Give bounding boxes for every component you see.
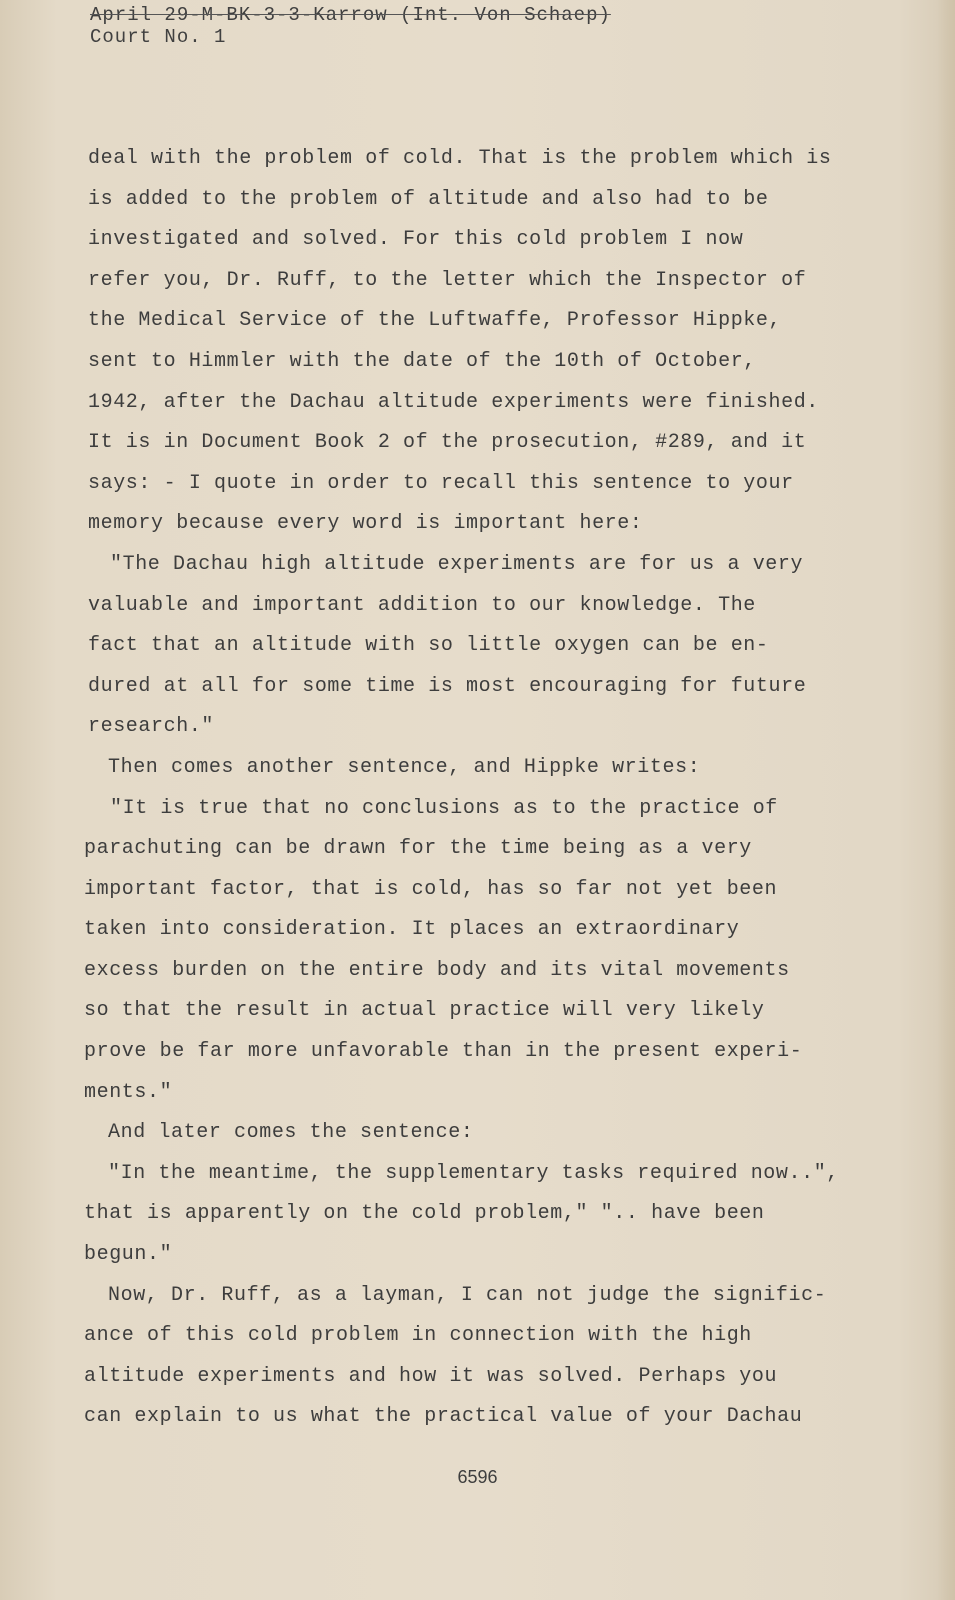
text-line: refer you, Dr. Ruff, to the letter which the Inspector of [88, 268, 807, 292]
quote-line: valuable and important addition to our knowledge. The [88, 593, 756, 617]
text-line: can explain to us what the practical value of your Dachau [84, 1405, 803, 1429]
quote-line: research." [88, 715, 215, 739]
text-line: It is in Document Book 2 of the prosecution, #289, and it [88, 431, 807, 455]
text-line: deal with the problem of cold. That is the problem which is [88, 147, 832, 170]
page-edge-shadow [937, 0, 955, 1600]
text-line: that is apparently on the cold problem," ".. have been [84, 1202, 765, 1226]
text-line: says: - I quote in order to recall this sentence to your [88, 471, 794, 495]
text-line: ance of this cold problem in connection with the high [84, 1324, 752, 1348]
quote-line: "It is true that no conclusions as to the practice of [110, 796, 778, 820]
quote-line: "In the meantime, the supplementary tasks required now..", [108, 1161, 839, 1185]
text-line: is added to the problem of altitude and also had to be [88, 187, 769, 211]
header-court-line: Court No. 1 [90, 26, 227, 48]
text-line: begun." [84, 1243, 173, 1267]
quote-line: so that the result in actual practice will very likely [84, 999, 765, 1023]
transcript-body [84, 139, 933, 1438]
quote-line: taken into consideration. It places an extraordinary [84, 918, 740, 942]
text-line: the Medical Service of the Luftwaffe, Professor Hippke, [88, 309, 782, 333]
text-line: sent to Himmler with the date of the 10th of October, [88, 349, 756, 373]
text-line: memory because every word is important here: [88, 512, 643, 536]
text-line: Then comes another sentence, and Hippke writes: [108, 755, 701, 779]
quote-line: "The Dachau high altitude experiments are for us a very [110, 552, 804, 576]
quote-line: important factor, that is cold, has so far not yet been [84, 877, 778, 901]
quote-line: ments." [84, 1080, 173, 1104]
quote-line: parachuting can be drawn for the time being as a very [84, 837, 752, 861]
quote-line: excess burden on the entire body and its vital movements [84, 958, 790, 982]
text-line: 1942, after the Dachau altitude experiments were finished. [88, 390, 819, 414]
page-number: 6596 [457, 1467, 498, 1487]
text-line: And later comes the sentence: [108, 1121, 474, 1145]
text-line: altitude experiments and how it was solved. Perhaps you [84, 1364, 778, 1388]
header-session-line: April 29-M-BK-3-3-Karrow (Int. Von Schaep) [90, 4, 611, 26]
text-line: investigated and solved. For this cold problem I now [88, 228, 744, 252]
quote-line: prove be far more unfavorable than in the present experi- [84, 1040, 803, 1064]
quote-line: fact that an altitude with so little oxygen can be en- [88, 634, 769, 658]
page-header [90, 4, 790, 48]
text-line: Now, Dr. Ruff, as a layman, I can not judge the signific- [108, 1283, 827, 1307]
quote-line: dured at all for some time is most encouraging for future [88, 674, 807, 698]
